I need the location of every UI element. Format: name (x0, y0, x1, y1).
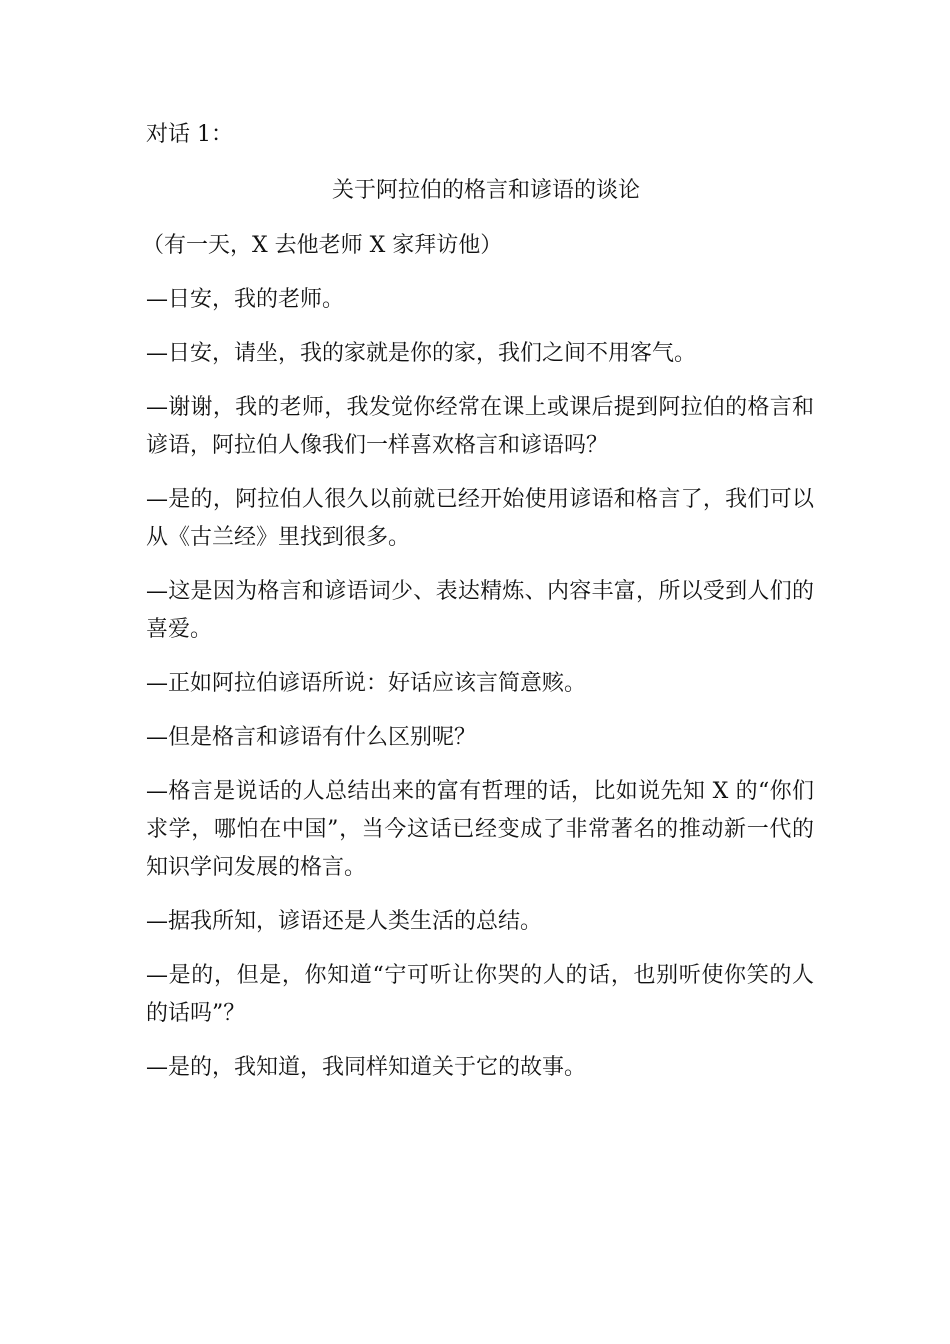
dialogue-line-2: —日安，请坐，我的家就是你的家，我们之间不用客气。 (146, 341, 697, 366)
dialogue-line-5: —这是因为格言和谚语词少、表达精炼、内容丰富，所以受到人们的喜爱。 (146, 579, 814, 642)
dialogue-line-7: —但是格言和谚语有什么区别呢？ (146, 725, 477, 750)
dialogue-line-3: —谢谢，我的老师，我发觉你经常在课上或课后提到阿拉伯的格言和谚语，阿拉伯人像我们一样喜欢格言和谚语吗？ (146, 395, 814, 458)
dialogue-line-11: —是的，我知道，我同样知道关于它的故事。 (146, 1055, 587, 1080)
document-body (142, 116, 814, 1087)
dialogue-line-10: —是的，但是，你知道“宁可听让你哭的人的话，也别听使你笑的人的话吗”？ (146, 963, 814, 1026)
dialogue-title: 关于阿拉伯的格言和谚语的谈论 (331, 178, 640, 203)
dialogue-line-1: —日安，我的老师。 (146, 287, 345, 312)
dialogue-line-6: —正如阿拉伯谚语所说：好话应该言简意赅。 (146, 671, 587, 696)
dialogue-line-9: —据我所知，谚语还是人类生活的总结。 (146, 909, 543, 934)
dialogue-heading: 对话 1： (146, 122, 233, 147)
dialogue-line-8: —格言是说话的人总结出来的富有哲理的话，比如说先知 X 的“你们求学，哪怕在中国”，当今这话已经变成了非常著名的推动新一代的知识学问发展的格言。 (146, 779, 814, 880)
narration-line: （有一天，X 去他老师 X 家拜访他） (142, 233, 503, 258)
dialogue-line-4: —是的，阿拉伯人很久以前就已经开始使用谚语和格言了，我们可以从《古兰经》里找到很多。 (146, 487, 814, 550)
